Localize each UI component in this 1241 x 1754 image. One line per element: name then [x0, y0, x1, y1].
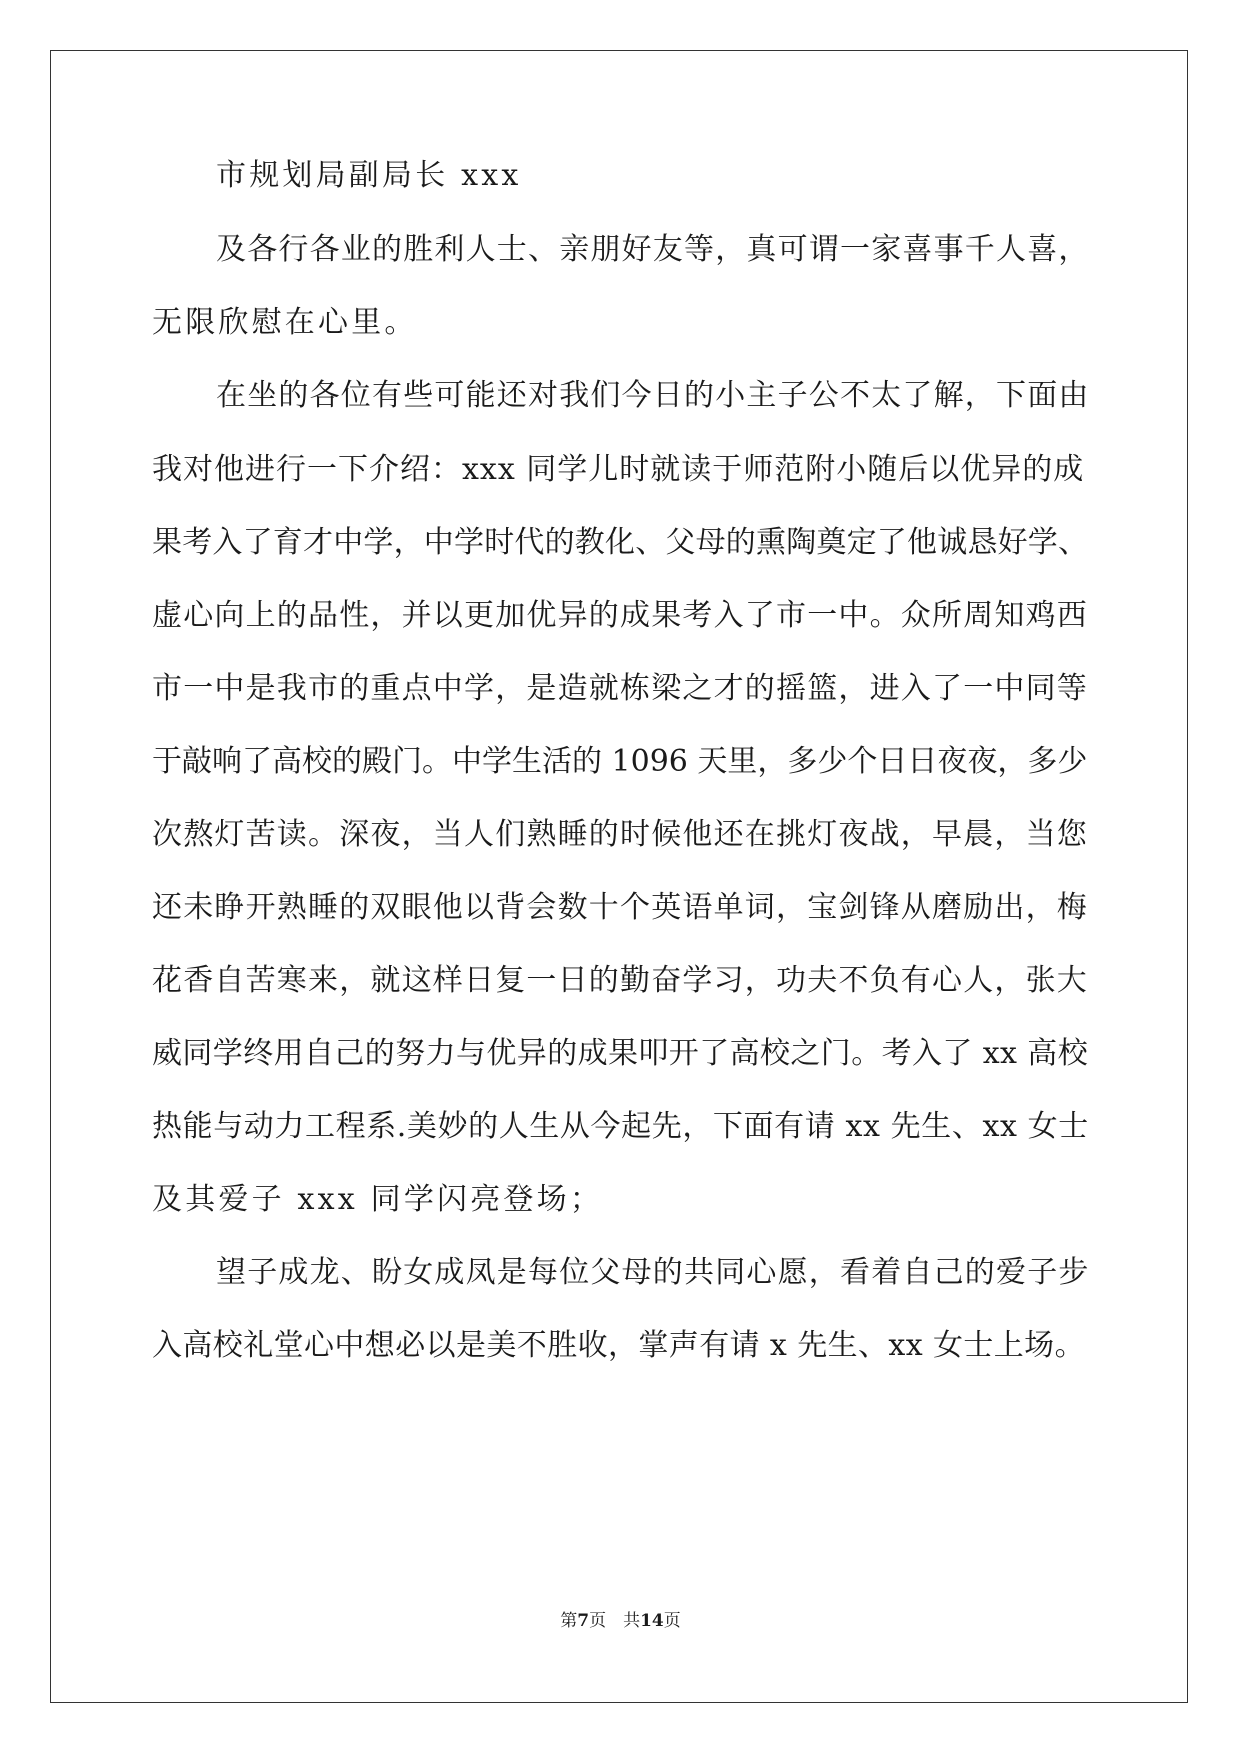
page-border [50, 50, 1188, 1703]
page-prefix: 第 [560, 1611, 578, 1631]
paragraph-line: 无限欣慰在心里。 [152, 305, 418, 340]
paragraph-line: 入高校礼堂心中想必以是美不胜收，掌声有请 x 先生、xx 女士上场。 [152, 1328, 1085, 1363]
page-suffix: 页 [663, 1611, 681, 1631]
paragraph-line: 虚心向上的品性，并以更加优异的成果考入了市一中。众所周知鸡西 [152, 598, 1088, 633]
paragraph-line: 市一中是我市的重点中学，是造就栋梁之才的摇篮，进入了一中同等 [152, 671, 1088, 706]
paragraph-line: 还未睁开熟睡的双眼他以背会数十个英语单词，宝剑锋从磨励出，梅 [152, 890, 1088, 925]
paragraph-line: 次熬灯苦读。深夜，当人们熟睡的时候他还在挑灯夜战，早晨，当您 [152, 817, 1088, 852]
page-mid: 页 共 [589, 1611, 641, 1631]
paragraph-line: 市规划局副局长 xxx [216, 158, 522, 193]
paragraph-line: 望子成龙、盼女成凤是每位父母的共同心愿，看着自己的爱子步 [216, 1255, 1090, 1290]
paragraph-line: 在坐的各位有些可能还对我们今日的小主子公不太了解，下面由 [216, 378, 1090, 413]
paragraph-line: 于敲响了高校的殿门。中学生活的 1096 天里，多少个日日夜夜，多少 [152, 744, 1088, 779]
paragraph-line: 果考入了育才中学，中学时代的教化、父母的熏陶奠定了他诚恳好学、 [152, 525, 1089, 560]
total-page-number: 14 [640, 1611, 664, 1631]
paragraph-line: 及其爱子 xxx 同学闪亮登场； [152, 1182, 604, 1217]
paragraph-line: 威同学终用自己的努力与优异的成果叩开了高校之门。考入了 xx 高校 [152, 1036, 1089, 1071]
paragraph-line: 热能与动力工程系.美妙的人生从今起先，下面有请 xx 先生、xx 女士 [152, 1109, 1089, 1144]
paragraph-line: 花香自苦寒来，就这样日复一日的勤奋学习，功夫不负有心人，张大 [152, 963, 1088, 998]
paragraph-line: 我对他进行一下介绍：xxx 同学儿时就读于师范附小随后以优异的成 [152, 452, 1085, 487]
page-number-footer [0, 1610, 1241, 1632]
paragraph-line: 及各行各业的胜利人士、亲朋好友等，真可谓一家喜事千人喜， [216, 232, 1090, 267]
current-page-number: 7 [577, 1611, 590, 1631]
